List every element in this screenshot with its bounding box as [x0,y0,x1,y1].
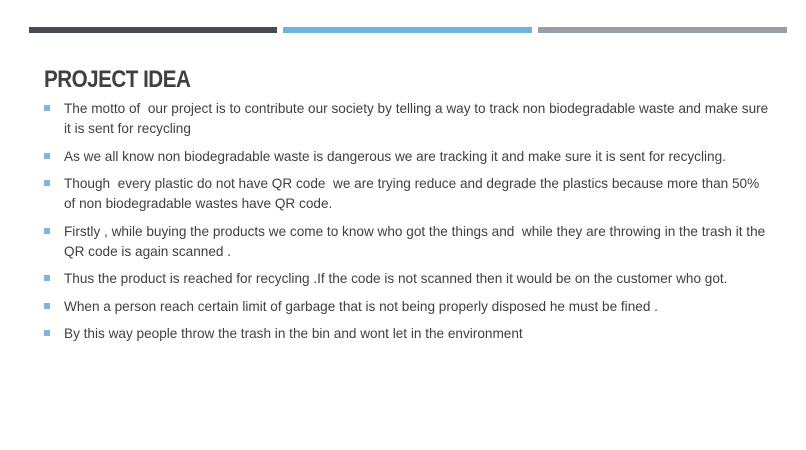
bullet-text: As we all know non biodegradable waste is dangerous we are tracking it and make sure it is sent for recycling. [64,148,726,164]
bullet-item [44,297,774,317]
bullet-item [44,99,774,139]
accent-bar-gray [538,27,787,33]
square-bullet-icon [44,153,50,159]
bullet-list [44,99,774,352]
bullet-item [44,174,774,214]
slide-title: PROJECT IDEA [44,66,191,93]
square-bullet-icon [44,330,50,336]
bullet-text: Thus the product is reached for recycling .If the code is not scanned then it would be on the customer who got. [64,271,728,286]
accent-bar-dark [29,27,277,33]
square-bullet-icon [44,303,50,309]
square-bullet-icon [44,105,50,111]
bullet-item [44,324,774,344]
bullet-item [44,269,774,289]
bullet-text: The motto of our project is to contribute our society by telling a way to track non biodegradable waste and make sure it is sent for recycling [64,101,773,136]
accent-bar-blue [283,27,532,33]
bullet-text: When a person reach certain limit of garbage that is not being properly disposed he must be fined . [64,298,658,314]
bullet-text: Though every plastic do not have QR code we are trying reduce and degrade the plastics because more than 50% of non biodegradable wastes have QR code. [64,176,763,211]
bullet-text: By this way people throw the trash in the bin and wont let in the environment [64,326,523,341]
bullet-item [44,222,774,262]
square-bullet-icon [44,275,50,281]
square-bullet-icon [44,180,50,186]
bullet-item [44,147,774,167]
square-bullet-icon [44,228,50,234]
bullet-text: Firstly , while buying the products we come to know who got the things and while they are throwing in the trash it the QR code is again scanned . [64,223,769,259]
